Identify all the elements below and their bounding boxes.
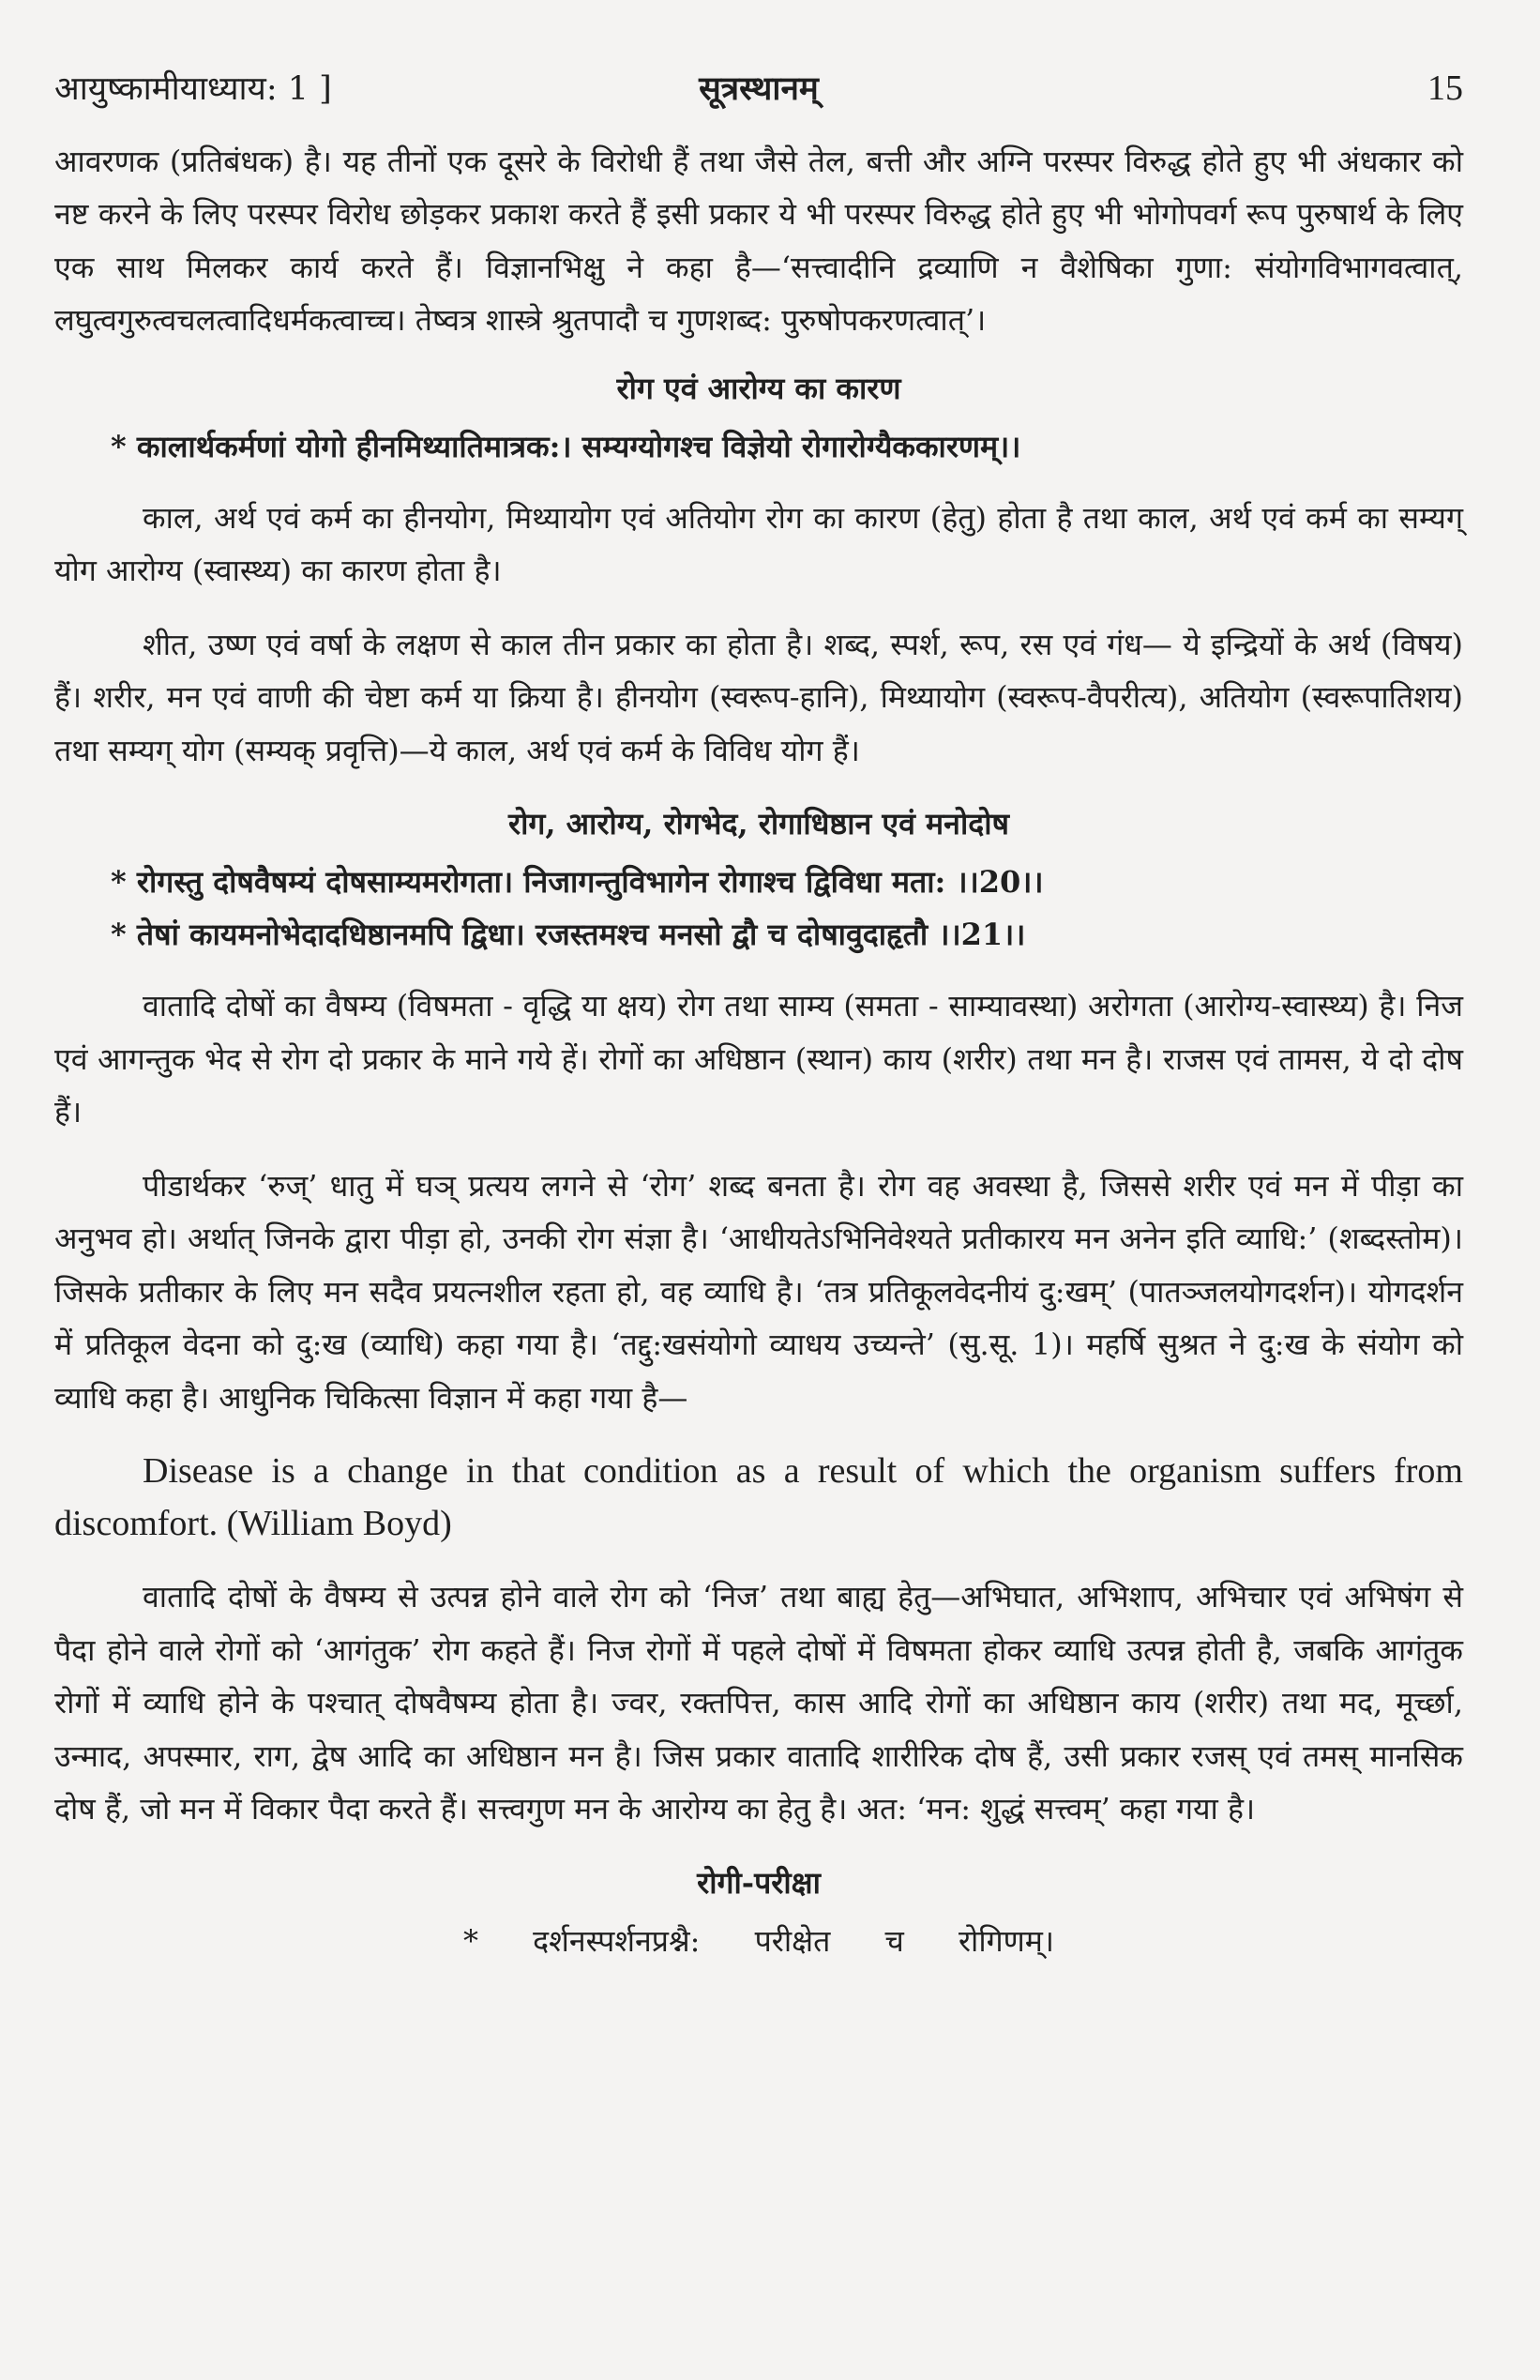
english-quote: Disease is a change in that condition as a result of which the organism suffers from discomfort. (William Boyd) <box>54 1451 1463 1544</box>
sanskrit-verse: * तेषां कायमनोभेदादधिष्ठानमपि द्विधा। रजस्तमश्च मनसो द्वौ च दोषावुदाहृतौ ।।21।। <box>111 917 1026 953</box>
section-heading: रोग, आरोग्य, रोगभेद, रोगाधिष्ठान एवं मनोदोष <box>507 806 1010 842</box>
paragraph: शीत, उष्ण एवं वर्षा के लक्षण से काल तीन प्रकार का होता है। शब्द, स्पर्श, रूप, रस एवं गंध— ये इन्द्रियों के अर्थ (विषय) हैं। शरीर, मन एवं वाणी की चेष्टा कर्म या क्रिया है। हीनयोग (स्वरूप-हानि), मिथ्यायोग (स्वरूप-वैपरीत्य), अतियोग (स्वरूपातिशय) तथा सम्यग् योग (सम्यक् प्रवृत्ति)—ये काल, अर्थ एवं कर्म के विविध योग हैं। <box>54 626 1463 768</box>
paragraph: वातादि दोषों के वैषम्य से उत्पन्न होने वाले रोग को ‘निज’ तथा बाह्य हेतु—अभिघात, अभिशाप, अभिचार एवं अभिषंग से पैदा होने वाले रोगों को ‘आगंतुक’ रोग कहते हैं। निज रोगों में पहले दोषों में विषमता होकर व्याधि उत्पन्न होती है, जबकि आगंतुक रोगों में व्याधि होने के पश्चात् दोषवैषम्य होता है। ज्वर, रक्तपित्त, कास आदि रोगों का अधिष्ठान काय (शरीर) तथा मद, मूर्च्छा, उन्माद, अपस्मार, राग, द्वेष आदि का अधिष्ठान मन है। जिस प्रकार वातादि शारीरिक दोष हैं, उसी प्रकार रजस् एवं तमस् मानसिक दोष हैं, जो मन में विकार पैदा करते हैं। सत्त्वगुण मन के आरोग्य का हेतु है। अत: ‘मन: शुद्धं सत्त्वम्’ कहा गया है। <box>54 1579 1463 1827</box>
verse-block <box>54 856 1463 961</box>
page-number: 15 <box>1427 68 1463 108</box>
paragraph: काल, अर्थ एवं कर्म का हीनयोग, मिथ्यायोग एवं अतियोग रोग का कारण (हेतु) होता है तथा काल, अर्थ एवं कर्म का सम्यग् योग आरोग्य (स्वास्थ्य) का कारण होता है। <box>54 499 1463 589</box>
sanskrit-verse: * रोगस्तु दोषवैषम्यं दोषसाम्यमरोगता। निजागन्तुविभागेन रोगाश्च द्विविधा मता: ।।20।। <box>111 864 1044 901</box>
paragraph: आवरणक (प्रतिबंधक) है। यह तीनों एक दूसरे के विरोधी हैं तथा जैसे तेल, बत्ती और अग्नि परस्पर विरुद्ध होते हुए भी अंधकार को नष्ट करने के लिए परस्पर विरोध छोड़कर प्रकाश करते हैं इसी प्रकार ये भी परस्पर विरुद्ध होते हुए भी भोगोपवर्ग रूप पुरुषार्थ के लिए एक साथ मिलकर कार्य करते हैं। विज्ञानभिक्षु ने कहा है—‘सत्त्वादीनि द्रव्याणि न वैशेषिका गुणा: संयोगविभागवत्वात्, लघुत्वगुरुत्वचलत्वादिधर्मकत्वाच्च। तेष्वत्र शास्त्रे श्रुतपादौ च गुणशब्द: पुरुषोपकरणत्वात्’। <box>54 143 1463 339</box>
chapter-title: आयुष्कामीयाध्याय: 1 ] <box>54 70 332 108</box>
running-header <box>54 68 1463 111</box>
verse-block <box>54 420 1463 473</box>
paragraph: पीडार्थकर ‘रुज्’ धातु में घञ् प्रत्यय लगने से ‘रोग’ शब्द बनता है। रोग वह अवस्था है, जिससे शरीर एवं मन में पीड़ा का अनुभव हो। अर्थात् जिनके द्वारा पीड़ा हो, उनकी रोग संज्ञा है। ‘आधीयतेऽभिनिवेश्यते प्रतीकारय मन अनेन इति व्याधि:’ (शब्दस्तोम)। जिसके प्रतीकार के लिए मन सदैव प्रयत्नशील रहता हो, वह व्याधि है। ‘तत्र प्रतिकूलवेदनीयं दु:खम्’ (पातञ्जलयोगदर्शन)। योगदर्शन में प्रतिकूल वेदना को दु:ख (व्याधि) कहा गया है। ‘तद्दु:खसंयोगो व्याधय उच्यन्ते’ (सु.सू. 1)। महर्षि सुश्रत ने दु:ख के संयोग को व्याधि कहा है। आधुनिक चिकित्सा विज्ञान में कहा गया है— <box>54 1167 1464 1416</box>
section-title: सूत्रस्थानम् <box>699 69 819 108</box>
section-heading: रोगी-परीक्षा <box>697 1864 821 1901</box>
sanskrit-verse: * दर्शनस्पर्शनप्रश्नै: परीक्षेत च रोगिणम्। <box>462 1922 1055 1959</box>
sanskrit-verse: * कालार्थकर्मणां योगो हीनमिथ्यातिमात्रक:। सम्यग्योगश्च विज्ञेयो रोगारोग्यैककारणम्।। <box>111 428 1021 464</box>
section-heading: रोग एवं आरोग्य का कारण <box>616 370 901 406</box>
paragraph: वातादि दोषों का वैषम्य (विषमता - वृद्धि या क्षय) रोग तथा साम्य (समता - साम्यावस्था) अरोगता (आरोग्य-स्वास्थ्य) है। निज एवं आगन्तुक भेद से रोग दो प्रकार के माने गये हें। रोगों का अधिष्ठान (स्थान) काय (शरीर) तथा मन है। राजस एवं तामस, ये दो दोष हैं। <box>54 988 1463 1130</box>
